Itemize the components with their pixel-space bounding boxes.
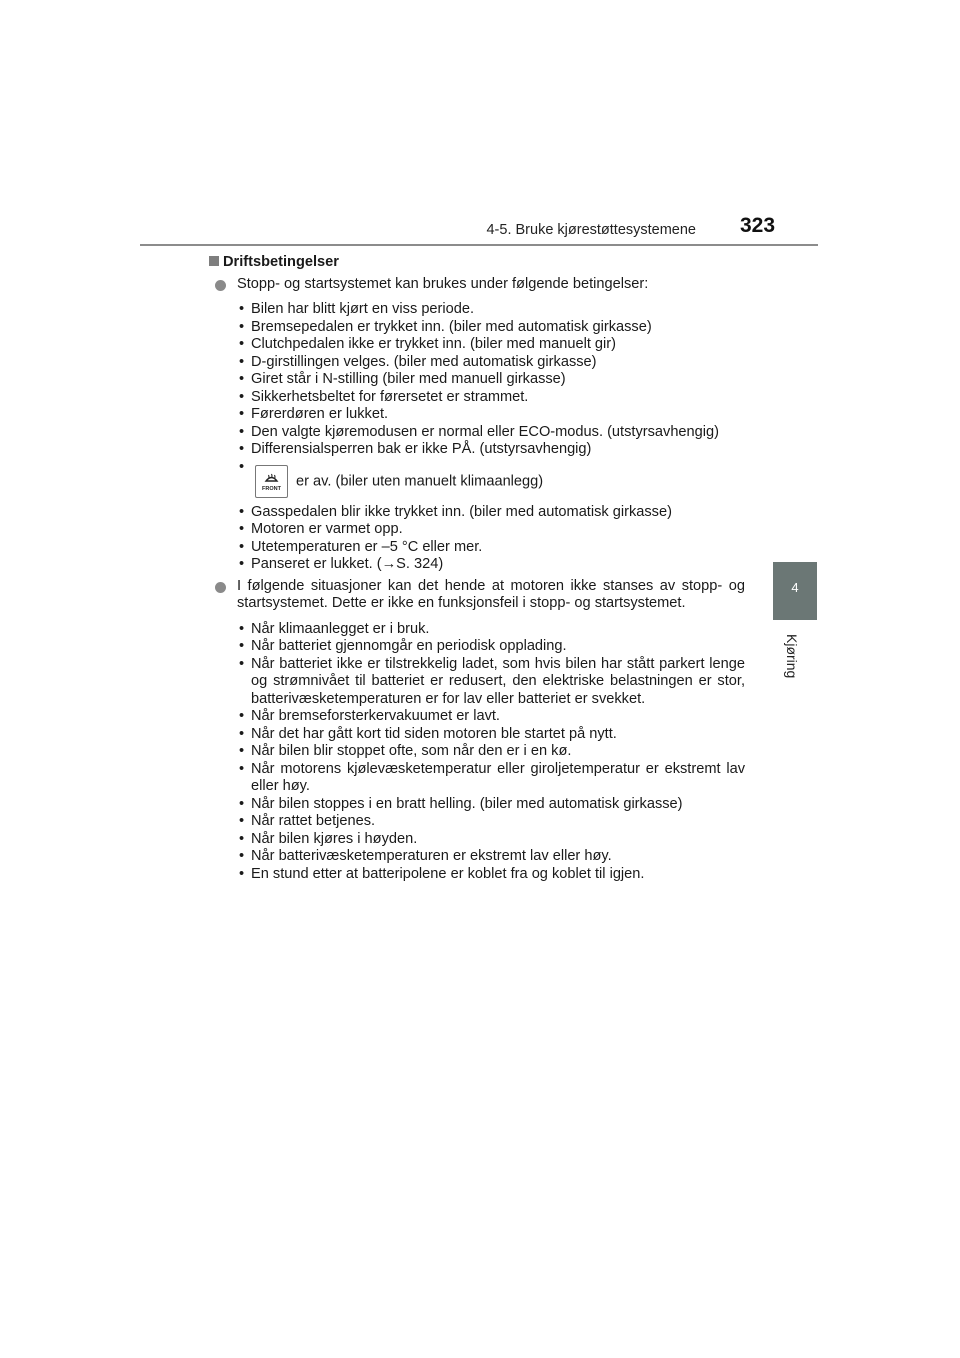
list-item: • Gasspedalen blir ikke trykket inn. (biler med automatisk girkasse) bbox=[239, 504, 745, 522]
list-item: • Sikkerhetsbeltet for førersetet er strammet. bbox=[239, 389, 745, 407]
list-item: • Når klimaanlegget er i bruk. bbox=[239, 621, 745, 639]
list-item: • Bremsepedalen er trykket inn. (biler med automatisk girkasse) bbox=[239, 319, 745, 337]
list-item: • Motoren er varmet opp. bbox=[239, 521, 745, 539]
list-item: • Clutchpedalen ikke er trykket inn. (biler med manuelt gir) bbox=[239, 336, 745, 354]
front-defroster-icon bbox=[255, 465, 288, 498]
chapter-label: Kjøring bbox=[784, 634, 800, 679]
list-item: • D-girstillingen velges. (biler med automatisk girkasse) bbox=[239, 354, 745, 372]
chapter-number: 4 bbox=[791, 580, 799, 595]
circle-bullet-icon bbox=[215, 280, 226, 291]
list-item: • Når batterivæsketemperaturen er ekstremt lav eller høy. bbox=[239, 848, 745, 866]
list-item: • Giret står i N-stilling (biler med manuell girkasse) bbox=[239, 371, 745, 389]
list-item: • Når bilen stoppes i en bratt helling. (biler med automatisk girkasse) bbox=[239, 796, 745, 814]
paragraph-text: I følgende situasjoner kan det hende at motoren ikke stanses av stopp- og startsystemet. Dette er ikke en funksjonsfeil i stopp- og startsystemet. bbox=[237, 577, 745, 611]
exceptions-list bbox=[209, 621, 745, 884]
square-bullet-icon bbox=[209, 256, 219, 266]
paragraph-text: Stopp- og startsystemet kan brukes under følgende betingelser: bbox=[237, 275, 649, 292]
section-heading bbox=[209, 254, 745, 272]
list-item: • En stund etter at batteripolene er koblet fra og koblet til igjen. bbox=[239, 866, 745, 884]
list-item: • Utetemperaturen er –5 °C eller mer. bbox=[239, 539, 745, 557]
list-item: • Når batteriet ikke er tilstrekkelig ladet, som hvis bilen har stått parkert lenge og strømnivået til batteriet er redusert, den elektriske belastningen er stor, batterivæsketemperaturen er for lav eller batteriet er svekket. bbox=[239, 656, 745, 709]
page-header bbox=[0, 0, 960, 250]
condition-paragraph bbox=[209, 276, 745, 294]
icon-item-text: er av. (biler uten manuelt klimaanlegg) bbox=[296, 472, 544, 489]
list-item: • Når motorens kjølevæsketemperatur eller giroljetemperatur er ekstremt lav eller høy. bbox=[239, 761, 745, 796]
section-title: 4-5. Bruke kjørestøttesystemene bbox=[486, 222, 696, 238]
icon-text: • FRONT bbox=[262, 485, 281, 492]
list-item: • Når rattet betjenes. bbox=[239, 813, 745, 831]
list-item: • Panseret er lukket. (→S. 324) bbox=[239, 556, 745, 574]
circle-bullet-icon bbox=[215, 582, 226, 593]
page-content bbox=[209, 254, 745, 885]
page-number: 323 bbox=[740, 214, 776, 237]
list-item: • Når det har gått kort tid siden motoren ble startet på nytt. bbox=[239, 726, 745, 744]
list-item-with-icon bbox=[239, 459, 745, 504]
list-item: • Når bilen kjøres i høyden. bbox=[239, 831, 745, 849]
chapter-tab bbox=[773, 562, 817, 620]
list-item: • Bilen har blitt kjørt en viss periode. bbox=[239, 301, 745, 319]
conditions-list bbox=[209, 301, 745, 574]
list-item: • Differensialsperren bak er ikke PÅ. (utstyrsavhengig) bbox=[239, 441, 745, 459]
list-item: • Førerdøren er lukket. bbox=[239, 406, 745, 424]
list-item: • Når bremseforsterkervakuumet er lavt. bbox=[239, 708, 745, 726]
header-divider bbox=[140, 244, 818, 246]
list-item: • Den valgte kjøremodusen er normal eller ECO-modus. (utstyrsavhengig) bbox=[239, 424, 745, 442]
list-item: • Når bilen blir stoppet ofte, som når den er i en kø. bbox=[239, 743, 745, 761]
heading-text: Driftsbetingelser bbox=[223, 254, 339, 270]
exception-paragraph bbox=[209, 578, 745, 613]
list-item: • Når batteriet gjennomgår en periodisk opplading. bbox=[239, 638, 745, 656]
